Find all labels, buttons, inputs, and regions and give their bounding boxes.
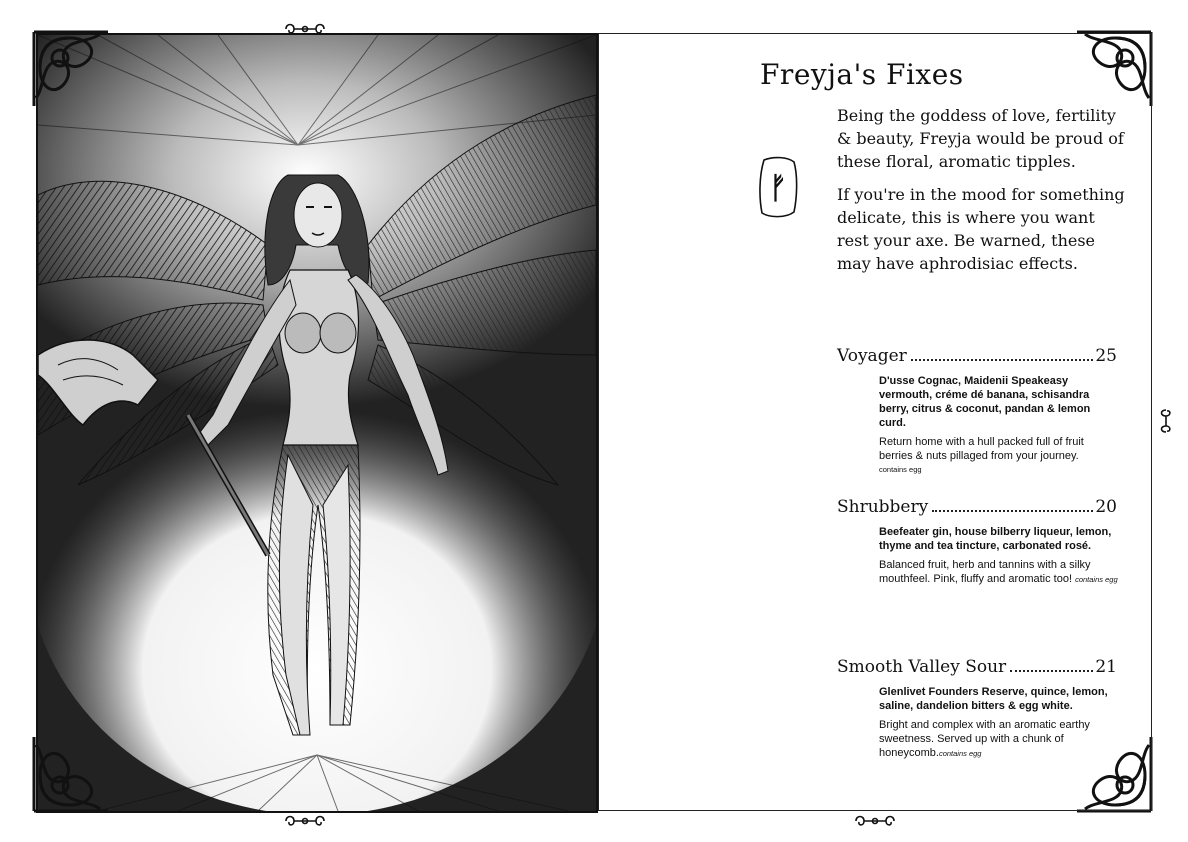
menu-item-smooth-valley-sour [837,657,1117,761]
scroll-flourish-icon [852,812,898,830]
dot-leader [911,359,1094,361]
page-title: Freyja's Fixes [760,58,964,91]
item-name: Voyager [837,346,907,366]
item-name: Shrubbery [837,497,929,517]
item-ingredients: Glenlivet Founders Reserve, quince, lemon, saline, dandelion bitters & egg white. [879,686,1108,712]
item-ingredients: Beefeater gin, house bilberry liqueur, lemon, thyme and tea tincture, carbonated rosé. [879,526,1112,552]
dot-leader [1010,670,1093,672]
rune-glyph: ᚠ [769,171,787,206]
scroll-flourish-icon [282,20,328,38]
warrior-goddess-illustration [38,35,596,811]
item-price: 25 [1095,346,1117,366]
menu-item-shrubbery [837,497,1117,587]
menu-item-voyager [837,346,1117,477]
intro-paragraph: If you're in the mood for something delicate, this is where you want rest your axe. Be warned, these may have aphrodisiac effects. [837,185,1125,273]
item-description: Balanced fruit, herb and tannins with a silky mouthfeel. Pink, fluffy and aromatic too! [879,559,1091,585]
freyja-illustration [36,33,598,813]
scroll-flourish-icon [1157,406,1175,436]
dot-leader [932,510,1093,512]
item-ingredients: D'usse Cognac, Maidenii Speakeasy vermouth, créme dé banana, schisandra berry, citrus & coconut, pandan & lemon curd. [879,375,1091,429]
scroll-flourish-icon [282,812,328,830]
item-description: Return home with a hull packed full of fruit berries & nuts pillaged from your journey. [879,436,1084,462]
rune-stone-icon [756,154,800,220]
item-price: 20 [1095,497,1117,517]
item-name: Smooth Valley Sour [837,657,1007,677]
item-note: contains egg [879,465,922,474]
celtic-knot-corner-icon [30,28,112,110]
item-note: contains egg [1075,575,1118,584]
intro-text [837,104,1127,285]
item-description: Bright and complex with an aromatic earthy sweetness. Served up with a chunk of honeycomb. [879,719,1090,759]
intro-paragraph: Being the goddess of love, fertility & beauty, Freyja would be proud of these floral, aromatic tipples. [837,106,1124,171]
celtic-knot-corner-icon [30,733,112,815]
item-note: contains egg [938,749,982,758]
item-price: 21 [1095,657,1117,677]
